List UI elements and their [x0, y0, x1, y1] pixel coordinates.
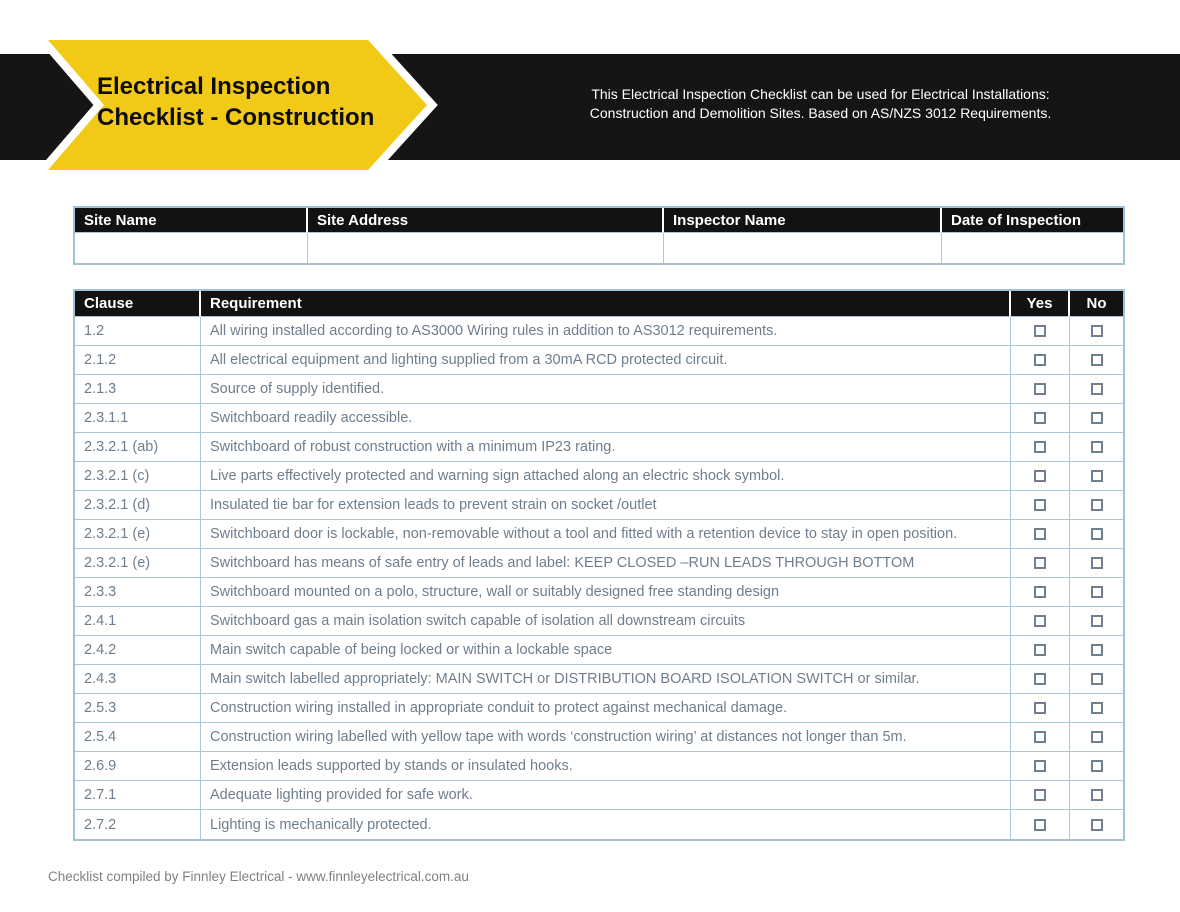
date-of-inspection-header: Date of Inspection — [942, 208, 1123, 233]
clause-cell: 2.3.3 — [75, 578, 201, 607]
yes-checkbox[interactable] — [1034, 325, 1046, 337]
clause-cell: 2.7.2 — [75, 810, 201, 839]
no-checkbox[interactable] — [1091, 441, 1103, 453]
requirement-cell: Switchboard mounted on a polo, structure, wall or suitably designed free standing design — [201, 578, 1011, 607]
requirement-cell: Main switch capable of being locked or within a lockable space — [201, 636, 1011, 665]
clause-cell: 1.2 — [75, 317, 201, 346]
table-row — [75, 810, 1123, 839]
header-description-line2: Construction and Demolition Sites. Based on AS/NZS 3012 Requirements. — [589, 105, 1052, 121]
site-info-header-row — [75, 208, 1123, 233]
no-checkbox[interactable] — [1091, 615, 1103, 627]
requirement-cell: Source of supply identified. — [201, 375, 1011, 404]
no-checkbox[interactable] — [1091, 557, 1103, 569]
no-checkbox[interactable] — [1091, 470, 1103, 482]
clause-cell: 2.4.1 — [75, 607, 201, 636]
clause-cell: 2.4.2 — [75, 636, 201, 665]
table-row — [75, 317, 1123, 346]
no-checkbox[interactable] — [1091, 383, 1103, 395]
clause-cell: 2.7.1 — [75, 781, 201, 810]
clause-cell: 2.3.2.1 (c) — [75, 462, 201, 491]
table-row — [75, 491, 1123, 520]
header-description-line1: This Electrical Inspection Checklist can be used for Electrical Installations: — [591, 86, 1050, 102]
table-row — [75, 781, 1123, 810]
yes-checkbox[interactable] — [1034, 383, 1046, 395]
checklist-body — [75, 317, 1123, 839]
site-info-input-row — [75, 233, 1123, 263]
page-title-line2: Checklist - Construction — [97, 104, 375, 131]
yes-checkbox[interactable] — [1034, 499, 1046, 511]
yes-checkbox[interactable] — [1034, 615, 1046, 627]
yes-checkbox[interactable] — [1034, 644, 1046, 656]
requirement-cell: Switchboard door is lockable, non-removable without a tool and fitted with a retention device to stay in open position. — [201, 520, 1011, 549]
table-row — [75, 752, 1123, 781]
table-row — [75, 636, 1123, 665]
no-checkbox[interactable] — [1091, 819, 1103, 831]
table-row — [75, 404, 1123, 433]
requirement-cell: All wiring installed according to AS3000 Wiring rules in addition to AS3012 requirements. — [201, 317, 1011, 346]
site-address-header: Site Address — [308, 208, 664, 233]
table-row — [75, 520, 1123, 549]
clause-cell: 2.3.2.1 (e) — [75, 549, 201, 578]
yes-header: Yes — [1011, 291, 1070, 317]
no-checkbox[interactable] — [1091, 528, 1103, 540]
date-of-inspection-input[interactable] — [942, 233, 1123, 263]
requirement-cell: Lighting is mechanically protected. — [201, 810, 1011, 839]
table-row — [75, 723, 1123, 752]
yes-checkbox[interactable] — [1034, 354, 1046, 366]
requirement-cell: Extension leads supported by stands or insulated hooks. — [201, 752, 1011, 781]
requirement-cell: Switchboard has means of safe entry of leads and label: KEEP CLOSED –RUN LEADS THROUGH BOTTOM — [201, 549, 1011, 578]
requirement-cell: Adequate lighting provided for safe work. — [201, 781, 1011, 810]
no-checkbox[interactable] — [1091, 702, 1103, 714]
no-checkbox[interactable] — [1091, 325, 1103, 337]
no-checkbox[interactable] — [1091, 354, 1103, 366]
clause-cell: 2.3.2.1 (ab) — [75, 433, 201, 462]
table-row — [75, 549, 1123, 578]
no-checkbox[interactable] — [1091, 789, 1103, 801]
yes-checkbox[interactable] — [1034, 702, 1046, 714]
yes-checkbox[interactable] — [1034, 760, 1046, 772]
table-row — [75, 462, 1123, 491]
site-name-input[interactable] — [75, 233, 308, 263]
table-row — [75, 346, 1123, 375]
clause-header: Clause — [75, 291, 201, 317]
no-checkbox[interactable] — [1091, 731, 1103, 743]
table-row — [75, 578, 1123, 607]
yes-checkbox[interactable] — [1034, 673, 1046, 685]
footer-credit: Checklist compiled by Finnley Electrical - www.finnleyelectrical.com.au — [48, 869, 469, 884]
clause-cell: 2.1.3 — [75, 375, 201, 404]
checklist-header-row — [75, 291, 1123, 317]
table-row — [75, 375, 1123, 404]
header-description — [563, 85, 1078, 123]
clause-cell: 2.3.2.1 (e) — [75, 520, 201, 549]
yes-checkbox[interactable] — [1034, 789, 1046, 801]
table-row — [75, 607, 1123, 636]
clause-cell: 2.1.2 — [75, 346, 201, 375]
requirement-cell: Switchboard readily accessible. — [201, 404, 1011, 433]
no-checkbox[interactable] — [1091, 760, 1103, 772]
requirement-cell: Construction wiring labelled with yellow tape with words ‘construction wiring’ at distances not longer than 5m. — [201, 723, 1011, 752]
clause-cell: 2.5.3 — [75, 694, 201, 723]
page-title — [97, 71, 374, 133]
site-name-header: Site Name — [75, 208, 308, 233]
page-title-line1: Electrical Inspection — [97, 73, 331, 100]
clause-cell: 2.3.2.1 (d) — [75, 491, 201, 520]
table-row — [75, 694, 1123, 723]
clause-cell: 2.4.3 — [75, 665, 201, 694]
requirement-cell: Switchboard of robust construction with a minimum IP23 rating. — [201, 433, 1011, 462]
yes-checkbox[interactable] — [1034, 819, 1046, 831]
yes-checkbox[interactable] — [1034, 731, 1046, 743]
inspector-name-header: Inspector Name — [664, 208, 942, 233]
yes-checkbox[interactable] — [1034, 412, 1046, 424]
clause-cell: 2.6.9 — [75, 752, 201, 781]
requirement-cell: Main switch labelled appropriately: MAIN SWITCH or DISTRIBUTION BOARD ISOLATION SWITCH or similar. — [201, 665, 1011, 694]
clause-cell: 2.3.1.1 — [75, 404, 201, 433]
checklist-table — [73, 289, 1125, 841]
requirement-cell: Live parts effectively protected and warning sign attached along an electric shock symbol. — [201, 462, 1011, 491]
clause-cell: 2.5.4 — [75, 723, 201, 752]
no-checkbox[interactable] — [1091, 499, 1103, 511]
yes-checkbox[interactable] — [1034, 441, 1046, 453]
requirement-cell: All electrical equipment and lighting supplied from a 30mA RCD protected circuit. — [201, 346, 1011, 375]
site-info-table — [73, 206, 1125, 265]
site-address-input[interactable] — [308, 233, 664, 263]
yes-checkbox[interactable] — [1034, 557, 1046, 569]
requirement-header: Requirement — [201, 291, 1011, 317]
no-checkbox[interactable] — [1091, 412, 1103, 424]
requirement-cell: Construction wiring installed in appropriate conduit to protect against mechanical damage. — [201, 694, 1011, 723]
yes-checkbox[interactable] — [1034, 528, 1046, 540]
table-row — [75, 433, 1123, 462]
requirement-cell: Insulated tie bar for extension leads to prevent strain on socket /outlet — [201, 491, 1011, 520]
table-row — [75, 665, 1123, 694]
yes-checkbox[interactable] — [1034, 470, 1046, 482]
no-checkbox[interactable] — [1091, 586, 1103, 598]
inspector-name-input[interactable] — [664, 233, 942, 263]
requirement-cell: Switchboard gas a main isolation switch capable of isolation all downstream circuits — [201, 607, 1011, 636]
no-checkbox[interactable] — [1091, 644, 1103, 656]
no-header: No — [1070, 291, 1123, 317]
no-checkbox[interactable] — [1091, 673, 1103, 685]
yes-checkbox[interactable] — [1034, 586, 1046, 598]
